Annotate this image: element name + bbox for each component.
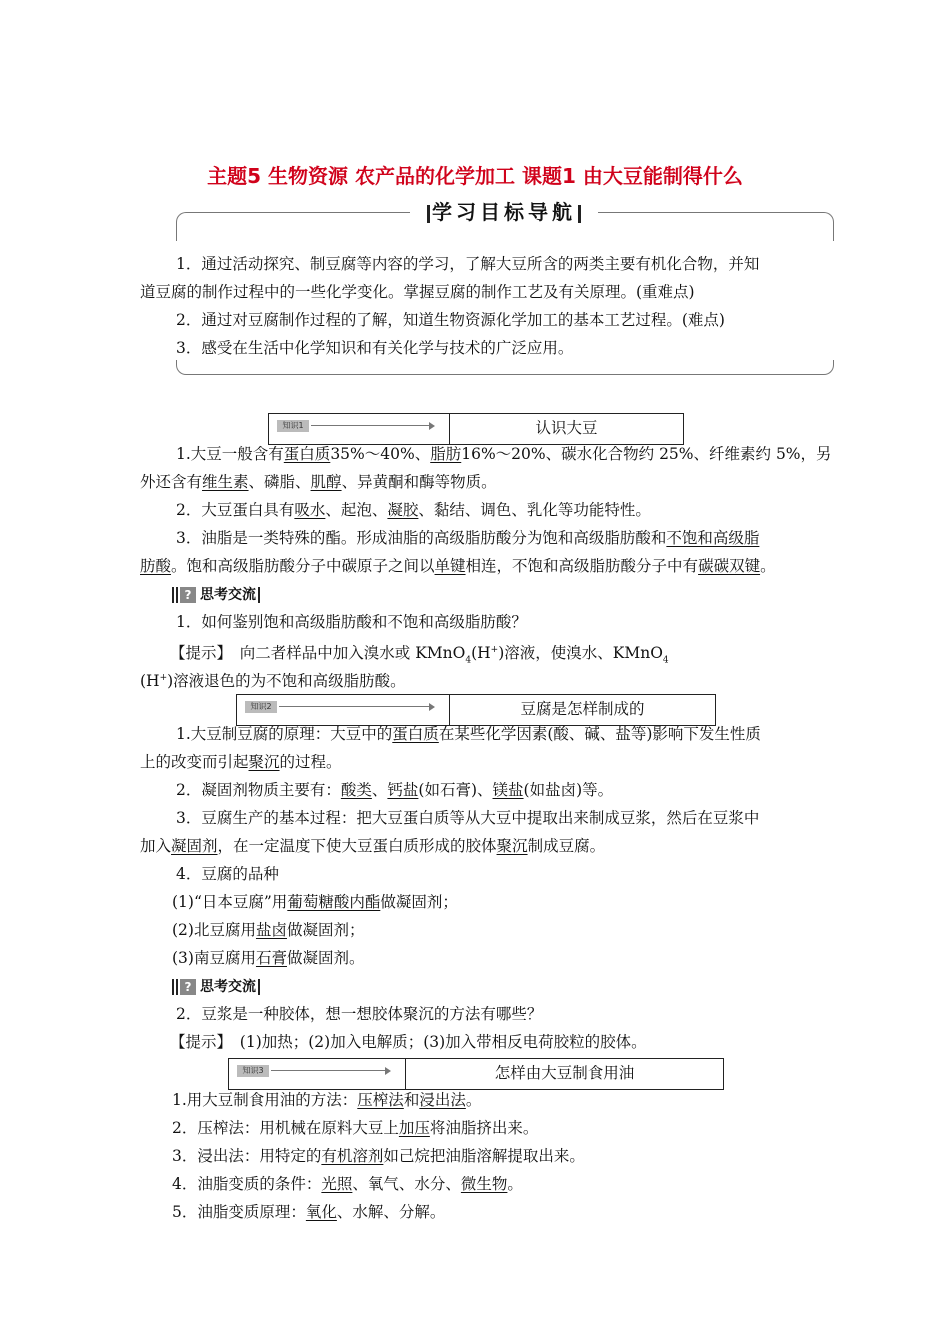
think-2-question: 2．豆浆是一种胶体，想一想胶体聚沉的方法有哪些？ [176,1005,543,1023]
knowledge-2-title: 豆腐是怎样制成的 [520,700,645,718]
knowledge-2-tag: 知识2 [245,701,277,713]
knowledge-1-header [268,413,684,445]
k3-line-2: 2．压榨法：用机械在原料大豆上加压将油脂挤出来。 [172,1119,539,1137]
objective-line: 3．感受在生活中化学知识和有关化学与技术的广泛应用。 [176,339,574,357]
k3-line-3: 3．浸出法：用特定的有机溶剂如己烷把油脂溶解提取出来。 [172,1147,585,1165]
objectives-label-text: 学习目标导航 [432,200,576,224]
arrowhead-icon [429,703,435,711]
think-2-hint: 【提示】 (1)加热；(2)加入电解质；(3)加入带相反电荷胶粒的胶体。 [170,1033,647,1051]
k2-line-2: 上的改变而引起聚沉的过程。 [140,753,342,771]
objective-line: 道豆腐的制作过程中的一些化学变化。掌握豆腐的制作工艺及有关原理。(重难点) [140,283,695,301]
k2-line-4: 3．豆腐生产的基本过程：把大豆蛋白质等从大豆中提取出来制成豆浆，然后在豆浆中 [176,809,760,827]
k2-line-8: (2)北豆腐用盐卤做凝固剂； [172,921,365,939]
think-label-1: ? 思考交流 [172,586,260,604]
question-icon: ? [180,587,196,603]
page-title: 主题5 生物资源 农产品的化学加工 课题1 由大豆能制得什么 [207,164,743,188]
question-icon: ? [180,979,196,995]
k2-line-7: (1)“日本豆腐”用葡萄糖酸内酯做凝固剂； [172,893,458,911]
k1-line-4: 3．油脂是一类特殊的酯。形成油脂的高级脂肪酸分为饱和高级脂肪酸和不饱和高级脂 [176,529,760,547]
arrow-icon [279,706,429,707]
arrowhead-icon [385,1067,391,1075]
think-label-2: ? 思考交流 [172,978,260,996]
k2-line-6: 4．豆腐的品种 [176,865,279,883]
think-1-question: 1．如何鉴别饱和高级脂肪酸和不饱和高级脂肪酸？ [176,613,527,631]
think-1-hint: 【提示】 向二者样品中加入溴水或 KMnO$_4$(H+)溶液，使溴水、KMnO$_4$ [170,644,669,666]
arrow-icon [271,1070,385,1071]
k2-line-5: 加入凝固剂，在一定温度下使大豆蛋白质形成的胶体聚沉制成豆腐。 [140,837,606,855]
objective-line: 1．通过活动探究、制豆腐等内容的学习，了解大豆所含的两类主要有机化合物，并知 [176,255,760,273]
objectives-box-bottom [176,360,834,375]
k1-line-5: 肪酸。饱和高级脂肪酸分子中碳原子之间以单键相连，不饱和高级脂肪酸分子中有碳碳双键。 [140,557,776,575]
arrow-icon [311,425,429,426]
knowledge-3-tag: 知识3 [237,1065,269,1077]
objectives-label [410,198,598,226]
knowledge-3-title: 怎样由大豆制食用油 [494,1064,635,1082]
k2-line-1: 1.大豆制豆腐的原理：大豆中的蛋白质在某些化学因素(酸、碱、盐等)影响下发生性质 [176,725,761,743]
knowledge-2-header [236,694,716,726]
k1-line-2: 外还含有维生素、磷脂、肌醇、异黄酮和酶等物质。 [140,473,497,491]
arrowhead-icon [429,422,435,430]
objective-line: 2．通过对豆腐制作过程的了解，知道生物资源化学加工的基本工艺过程。(难点) [176,311,725,329]
k1-line-3: 2．大豆蛋白具有吸水、起泡、凝胶、黏结、调色、乳化等功能特性。 [176,501,651,519]
k1-line-1: 1.大豆一般含有蛋白质35%～40%、脂肪16%～20%、碳水化合物约 25%、纤维素约 5%，另 [176,445,832,463]
k3-line-5: 5．油脂变质原理：氧化、水解、分解。 [172,1203,446,1221]
k2-line-3: 2．凝固剂物质主要有：酸类、钙盐(如石膏)、镁盐(如盐卤)等。 [176,781,614,799]
k3-line-1: 1.用大豆制食用油的方法：压榨法和浸出法。 [172,1091,482,1109]
k3-line-4: 4．油脂变质的条件：光照、氧气、水分、微生物。 [172,1175,523,1193]
think-1-hint-cont: (H+)溶液退色的为不饱和高级脂肪酸。 [140,672,406,691]
knowledge-3-header [228,1058,724,1090]
k2-line-9: (3)南豆腐用石膏做凝固剂。 [172,949,365,967]
knowledge-1-tag: 知识1 [277,420,309,432]
knowledge-1-title: 认识大豆 [535,419,598,437]
